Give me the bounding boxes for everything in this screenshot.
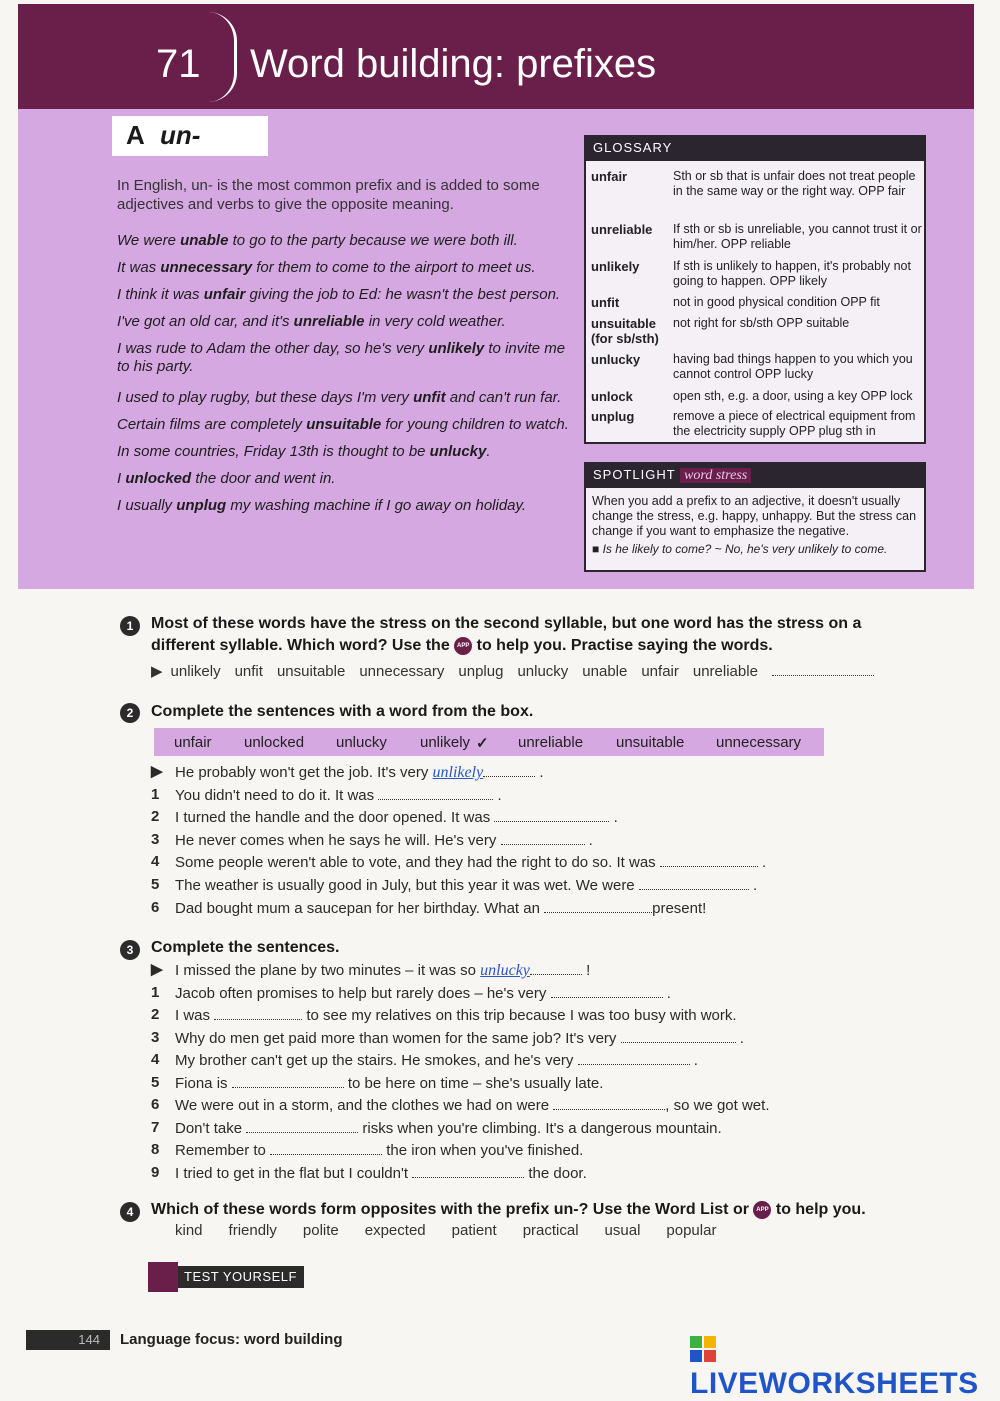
example-arrow-icon: ▶ — [151, 961, 163, 978]
exercise-number: 1 — [120, 616, 140, 636]
answer-field[interactable] — [246, 1119, 358, 1133]
glossary-definition: remove a piece of electrical equipment from the electricity supply OPP plug sth in — [673, 409, 916, 438]
box-word: unfair — [174, 734, 212, 751]
unit-number: 71 — [156, 42, 201, 86]
answer-field[interactable] — [501, 831, 585, 845]
exercise-number: 3 — [120, 940, 140, 960]
example-sentence: I was rude to Adam the other day, so he's very unlikely to invite me to his party. — [117, 340, 566, 375]
box-word: unlocked — [244, 734, 305, 751]
footer-text: Language focus: word building — [120, 1331, 343, 1348]
answer-field — [483, 763, 535, 777]
glossary-definition: having bad things happen to you which you cannot control OPP lucky — [673, 352, 913, 381]
page-number: 144 — [26, 1330, 110, 1350]
word: practical — [522, 1222, 579, 1239]
example-arrow-icon: ▶ — [151, 763, 163, 780]
exercise-3-instruction: Complete the sentences. — [151, 939, 340, 956]
unit-divider — [208, 12, 237, 102]
word: expected — [364, 1222, 426, 1239]
glossary-term: unfit — [591, 295, 620, 310]
box-word: unsuitable — [616, 734, 685, 751]
answer-field[interactable] — [660, 853, 758, 867]
glossary-term: unplug — [591, 409, 635, 424]
word-box — [154, 728, 824, 756]
word: polite — [302, 1222, 339, 1239]
example-sentence: I used to play rugby, but these days I'm very unfit and can't run far. — [117, 389, 562, 406]
glossary-term: unfair — [591, 169, 628, 184]
box-word: unreliable — [518, 734, 584, 751]
answer-field[interactable] — [553, 1096, 665, 1110]
example-arrow-icon: ▶ — [151, 663, 163, 680]
answer-field[interactable] — [214, 1006, 302, 1020]
word: friendly — [228, 1222, 277, 1239]
answer-field[interactable] — [232, 1074, 344, 1088]
unit-title: Word building: prefixes — [250, 42, 657, 86]
glossary-term: unreliable — [591, 222, 653, 237]
word: popular — [666, 1222, 717, 1239]
glossary-term: unlock — [591, 389, 633, 404]
answer-field[interactable] — [544, 899, 652, 913]
exercise-1-words: ▶ unlikely unfit unsuitable unnecessary unplug unlucky unable unfair unreliable — [151, 661, 874, 680]
answer-field[interactable] — [494, 808, 609, 822]
answer-field[interactable] — [772, 661, 874, 676]
example-sentence: It was unnecessary for them to come to the airport to meet us. — [117, 259, 536, 276]
word: usual — [604, 1222, 641, 1239]
liveworksheets-logo: LIVEWORKSHEETS — [690, 1333, 1000, 1401]
handwritten-answer: unlucky — [480, 962, 530, 979]
notebook-icon — [148, 1262, 178, 1292]
exercise-1-instruction: Most of these words have the stress on the second syllable, but one word has the stress on a different syllable. Which word? Use the APP to help you. Practise saying the words. — [151, 615, 862, 654]
example-sentence: I think it was unfair giving the job to Ed: he wasn't the best person. — [117, 286, 561, 303]
word: patient — [451, 1222, 497, 1239]
section-letter: A — [126, 120, 145, 150]
example-sentence: We were unable to go to the party because we were both ill. — [117, 232, 518, 249]
box-word: unnecessary — [716, 734, 802, 751]
example-sentence: I unlocked the door and went in. — [117, 470, 336, 487]
answer-field[interactable] — [270, 1141, 382, 1155]
glossary-definition: If sth or sb is unreliable, you cannot trust it or him/her. OPP reliable — [673, 222, 922, 251]
example-sentence: I've got an old car, and it's unreliable in very cold weather. — [117, 313, 506, 330]
section-a-heading — [112, 116, 268, 156]
check-icon: ✓ — [476, 735, 489, 752]
answer-field[interactable] — [621, 1029, 736, 1043]
example-sentence: Certain films are completely unsuitable for young children to watch. — [117, 416, 569, 433]
glossary-term: unlucky — [591, 352, 641, 367]
test-yourself-button[interactable] — [148, 1262, 308, 1292]
unit-header — [18, 4, 974, 109]
spotlight-box — [584, 462, 926, 572]
box-word: unlikely — [420, 734, 471, 751]
spotlight-example: ■ Is he likely to come? ~ No, he's very unlikely to come. — [592, 542, 888, 556]
answer-field[interactable] — [551, 984, 663, 998]
section-prefix: un- — [160, 120, 201, 150]
glossary-definition: open sth, e.g. a door, using a key OPP lock — [673, 389, 913, 403]
example-sentence: I usually unplug my washing machine if I go away on holiday. — [117, 497, 527, 514]
answer-field[interactable] — [412, 1164, 524, 1178]
glossary-definition: not in good physical condition OPP fit — [673, 295, 880, 309]
exercise-2-instruction: Complete the sentences with a word from the box. — [151, 703, 534, 720]
exercise-number: 2 — [120, 703, 140, 723]
spotlight-title: SPOTLIGHT word stress — [586, 464, 924, 488]
spotlight-subtitle: word stress — [680, 468, 751, 483]
answer-field[interactable] — [578, 1051, 690, 1065]
glossary-definition: Sth or sb that is unfair does not treat people in the same way or the right way. OPP fair — [673, 169, 916, 198]
glossary-definition: If sth is unlikely to happen, it's probably not going to happen. OPP likely — [673, 259, 911, 288]
example-sentence: In some countries, Friday 13th is thought to be unlucky. — [117, 443, 491, 460]
glossary-definition: not right for sb/sth OPP suitable — [673, 316, 850, 330]
app-icon: APP — [753, 1201, 771, 1219]
spotlight-body: When you add a prefix to an adjective, it doesn't usually change the stress, e.g. happy, unhappy. But the stress can change if you want to emphasize the negative. — [592, 494, 917, 538]
box-word: unlucky — [336, 734, 387, 751]
exercise-number: 4 — [120, 1202, 140, 1222]
glossary-box — [584, 135, 926, 444]
test-yourself-label: TEST YOURSELF — [178, 1266, 304, 1288]
app-icon: APP — [454, 637, 472, 655]
answer-field[interactable] — [378, 786, 493, 800]
glossary-term: unsuitable (for sb/sth) — [591, 316, 659, 346]
intro-text: In English, un- is the most common prefix and is added to some adjectives and verbs to give the opposite meaning. — [117, 177, 540, 213]
answer-field[interactable] — [639, 876, 749, 890]
glossary-term: unlikely — [591, 259, 640, 274]
glossary-title: GLOSSARY — [586, 137, 924, 161]
word: kind — [175, 1222, 203, 1239]
exercise-4-words — [175, 1222, 730, 1239]
answer-field — [530, 961, 582, 975]
exercise-4-instruction: Which of these words form opposites with the prefix un-? Use the Word List or APP to help you. — [151, 1201, 866, 1218]
liveworksheets-icon — [690, 1336, 716, 1362]
handwritten-answer: unlikely — [432, 764, 484, 781]
